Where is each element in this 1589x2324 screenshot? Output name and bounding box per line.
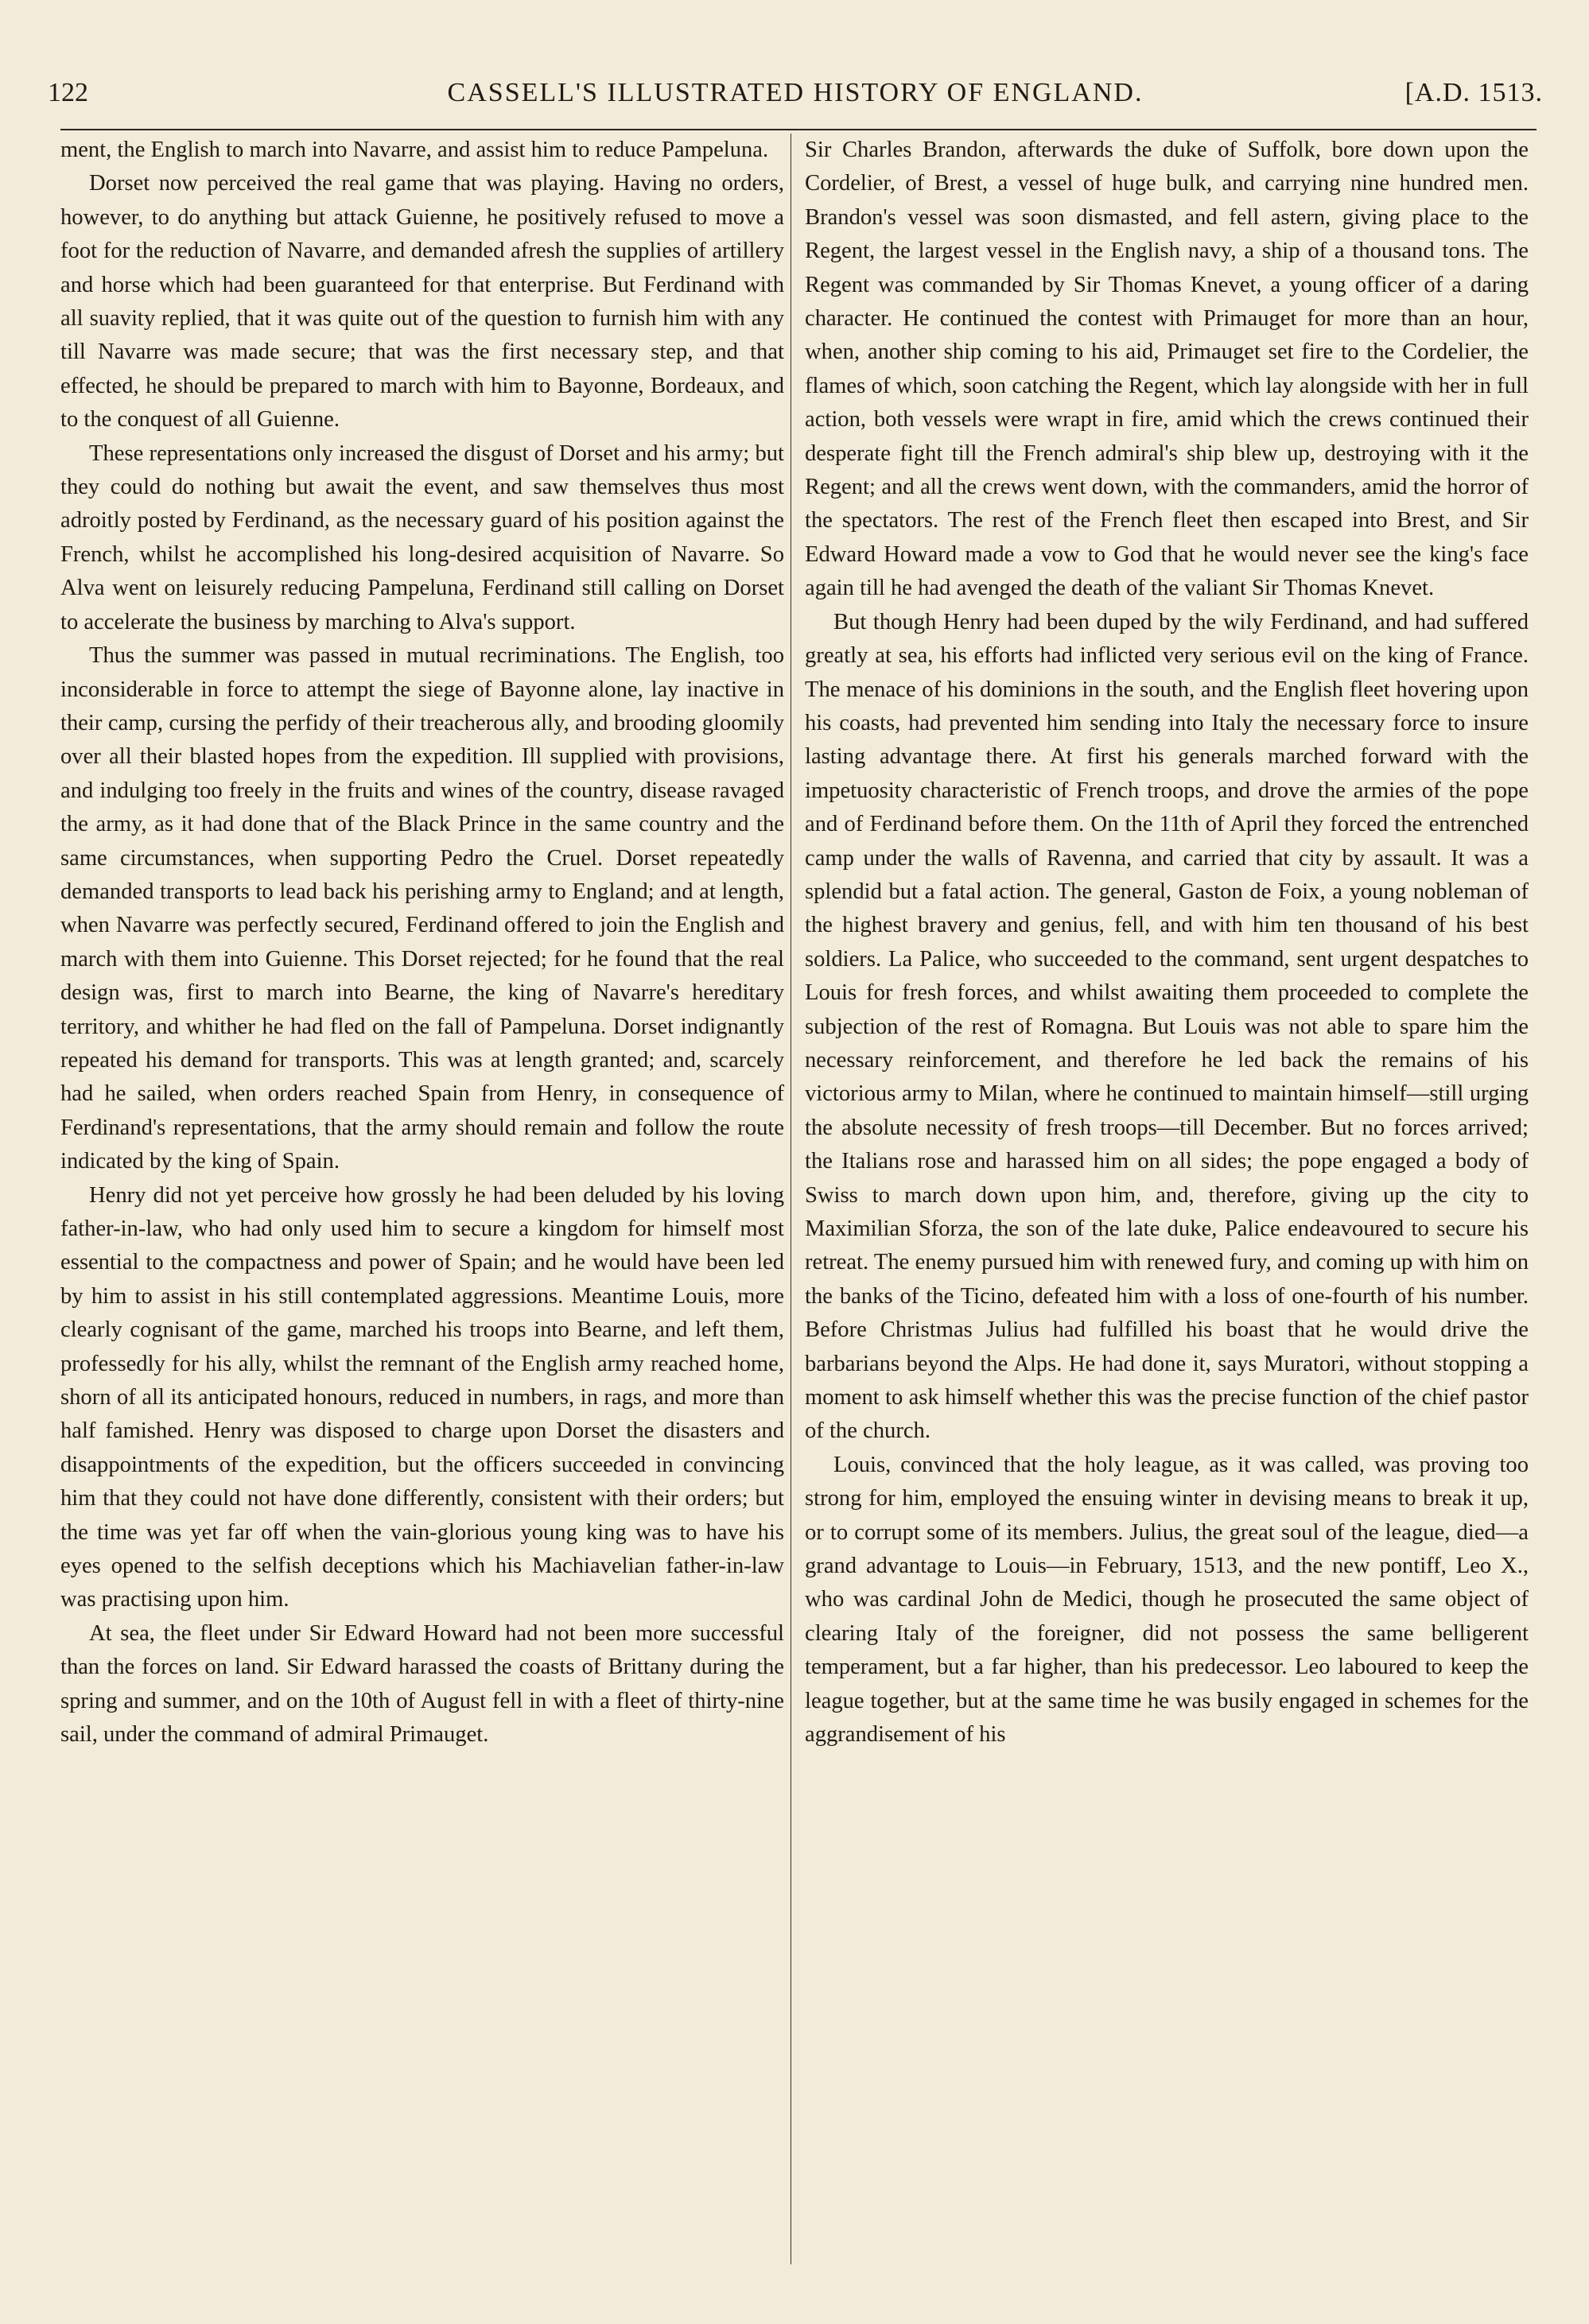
paragraph: Sir Charles Brandon, afterwards the duke of Suffolk, bore down upon the Cordelier, of Brest, a vessel of huge bulk, and carrying nine hundred men. Brandon's vessel was soon dismasted, and fell astern, giving place to the Regent, the largest vessel in the English navy, a ship of a thousand tons. The Regent was commanded by Sir Thomas Knevet, a young officer of a daring character. He continued the contest with Primauget for more than an hour, when, another ship coming to his aid, Primauget set fire to the Cordelier, the flames of which, soon catching the Regent, which lay alongside with her in full action, both vessels were wrapt in fire, amid which the crews continued their desperate fight till the French admiral's ship blew up, destroying with it the Regent; and all the crews went down, with the commanders, amid the horror of the spectators. The rest of the French fleet then escaped into Brest, and Sir Edward Howard made a vow to God that he would never see the king's face again till he had avenged the death of the valiant Sir Thomas Knevet.: [805, 138, 1529, 601]
paragraph: Dorset now perceived the real game that was playing. Having no orders, however, to do anything but attack Guienne, he positively refused to move a foot for the reduction of Navarre, and demanded afresh the supplies of artillery and horse which had been guaranteed for that enterprise. But Ferdinand with all suavity replied, that it was quite out of the question to furnish him with any till Navarre was made secure; that was the first necessary step, and that effected, he should be prepared to march with him to Bayonne, Bordeaux, and to the conquest of all Guienne.: [60, 171, 784, 433]
paragraph: These representations only increased the disgust of Dorset and his army; but they could do nothing but await the event, and saw themselves thus most adroitly posted by Ferdinand, as the necessary guard of his position against the French, whilst he accomplished his long-desired acquisition of Navarre. So Alva went on leisurely reducing Pampeluna, Ferdinand still calling on Dorset to accelerate the business by marching to Alva's support.: [60, 440, 784, 634]
left-column: [60, 134, 784, 1752]
page-number: 122: [48, 78, 88, 107]
running-title: CASSELL'S ILLUSTRATED HISTORY OF ENGLAND.: [447, 78, 1144, 107]
paragraph: But though Henry had been duped by the wily Ferdinand, and had suffered greatly at sea, his efforts had inflicted very serious evil on the king of France. The menace of his dominions in the south, and the English fleet hovering upon his coasts, had prevented him sending into Italy the necessary force to insure lasting advantage there. At first his generals marched forward with the impetuosity characteristic of French troops, and drove the armies of the pope and of Ferdinand before them. On the 11th of April they forced the entrenched camp under the walls of Ravenna, and carried that city by assault. It was a splendid but a fatal action. The general, Gaston de Foix, a young nobleman of the highest bravery and genius, fell, and with him ten thousand of his best soldiers. La Palice, who succeeded to the command, sent urgent despatches to Louis for fresh forces, and whilst awaiting them proceeded to complete the subjection of the rest of Romagna. But Louis was not able to spare him the necessary reinforcement, and therefore he led back the remains of his victorious army to Milan, where he continued to maintain himself—still urging the absolute necessity of fresh troops—till December. But no forces arrived; the Italians rose and harassed him on all sides; the pope engaged a body of Swiss to march down upon him, and, therefore, giving up the city to Maximilian Sforza, the son of the late duke, Palice endeavoured to secure his retreat. The enemy pursued him with renewed fury, and coming up with him on the banks of the Ticino, defeated him with a loss of one-fourth of his number. Before Christmas Julius had fulfilled his boast that he would drive the barbarians beyond the Alps. He had done it, says Muratori, without stopping a moment to ask himself whether this was the precise function of the chief pastor of the church.: [805, 609, 1529, 1444]
paragraph: Henry did not yet perceive how grossly he had been deluded by his loving father-in-law, who had only used him to secure a kingdom for himself most essential to the compactness and power of Spain; and he would have been led by him to assist in his still contemplated aggressions. Meantime Louis, more clearly cognisant of the game, marched his troops into Bearne, and left them, professedly for his ally, whilst the remnant of the English army reached home, shorn of all its anticipated honours, reduced in numbers, in rags, and more than half famished. Henry was disposed to charge upon Dorset the disasters and disappointments of the expedition, but the officers succeeded in convincing him that they could not have done differently, consistent with their orders; but the time was yet far off when the vain-glorious young king was to have his eyes opened to the selfish deceptions which his Machiavelian father-in-law was practising upon him.: [60, 1182, 784, 1612]
date-marker: [A.D. 1513.: [1404, 78, 1543, 107]
paragraph: At sea, the fleet under Sir Edward Howard had not been more successful than the forces on land. Sir Edward harassed the coasts of Brittany during the spring and summer, and on the 10th of August fell in with a fleet of thirty-nine sail, under the command of admiral Primauget.: [60, 1620, 784, 1748]
paragraph: Louis, convinced that the holy league, as it was called, was proving too strong for him, employed the ensuing winter in devising means to break it up, or to corrupt some of its members. Julius, the great soul of the league, died—a grand advantage to Louis—in February, 1513, and the new pontiff, Leo X., who was cardinal John de Medici, though he prosecuted the same object of clearing Italy of the foreigner, did not possess the same belligerent temperament, but a far higher, than his predecessor. Leo laboured to keep the league together, but at the same time he was busily engaged in schemes for the aggrandisement of his: [805, 1452, 1529, 1748]
page-header: [48, 78, 1543, 122]
right-column: [805, 134, 1529, 1752]
paragraph: ment, the English to march into Navarre, and assist him to reduce Pampeluna.: [60, 138, 769, 162]
paragraph: Thus the summer was passed in mutual recriminations. The English, too inconsiderable in force to attempt the siege of Bayonne alone, lay inactive in their camp, cursing the perfidy of their treacherous ally, and brooding gloomily over all their blasted hopes from the expedition. Ill supplied with provisions, and indulging too freely in the fruits and wines of the country, disease ravaged the army, as it had done that of the Black Prince in the same country and the same circumstances, when supporting Pedro the Cruel. Dorset repeatedly demanded transports to lead back his perishing army to England; and at length, when Navarre was perfectly secured, Ferdinand offered to join the English and march with them into Guienne. This Dorset rejected; for he found that the real design was, first to march into Bearne, the king of Navarre's hereditary territory, and whither he had fled on the fall of Pampeluna. Dorset indignantly repeated his demand for transports. This was at length granted; and, scarcely had he sailed, when orders reached Spain from Henry, in consequence of Ferdinand's representations, that the army should remain and follow the route indicated by the king of Spain.: [60, 643, 784, 1174]
header-rule: [60, 129, 1537, 130]
